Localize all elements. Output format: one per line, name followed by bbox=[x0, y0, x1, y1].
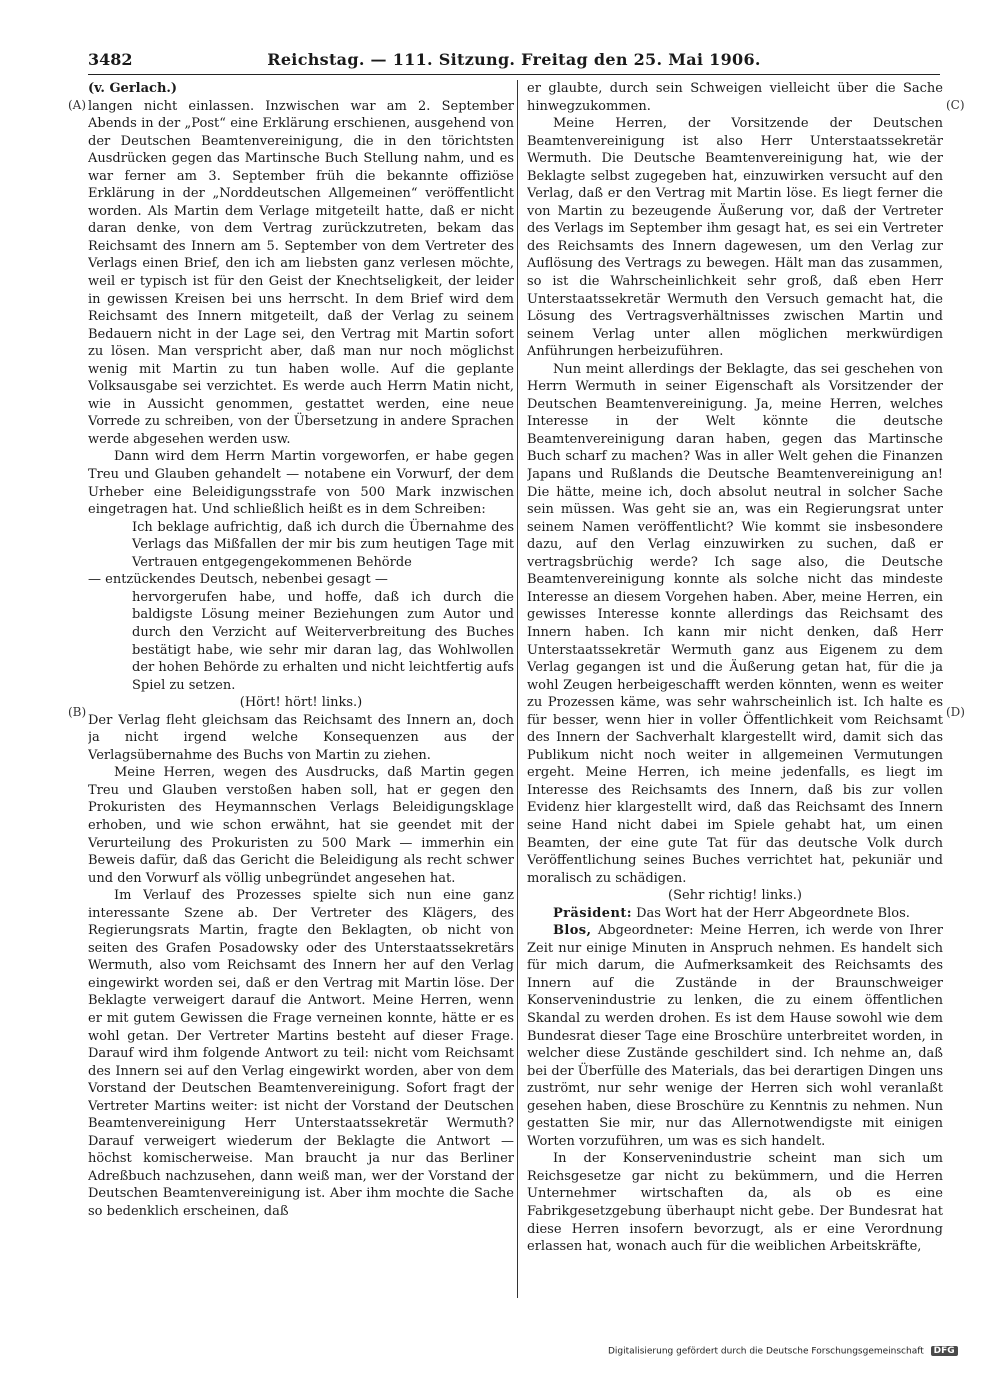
running-title: Reichstag. — 111. Sitzung. Freitag den 25. Mai 1906. bbox=[267, 50, 761, 69]
quotation: hervorgerufen habe, und hoffe, daß ich durch die baldigste Lösung meiner Beziehungen zum Autor und durch den Verzicht auf Weiterverbreitung des Buches bestätigt habe, wie sehr mir daran lag, das Wohlwollen der hohen Behörde zu erhalten und nicht leichtfertig aufs Spiel zu setzen. bbox=[132, 589, 514, 693]
header-rule bbox=[88, 74, 940, 75]
paragraph: Dann wird dem Herrn Martin vorgeworfen, er habe gegen Treu und Glauben gehandelt — notabene ein Vorwurf, der dem Urheber eine Beleidigungsstrafe von 500 Mark inzwischen eingetragen hat. Und schließlich heißt es in dem Schreiben: bbox=[88, 449, 514, 518]
paragraph: Meine Herren, der Vorsitzende der Deutschen Beamtenvereinigung ist also Herr Unterstaatssekretär Wermuth. Die Deutsche Beamtenvereinigung hat, wie der Beklagte selbst zugegeben hat, einzuwirken versucht auf den Verlag, daß er den Vertrag mit Martin löse. Es liegt ferner die von Martin zu bezeugende Äußerung vor, daß der Vertreter des Verlags im September ihm gesagt hat, es sei ein Vertreter des Reichsamts des Innern dagewesen, um den Verlag zur Auflösung des Vertrags zu bewegen. Hält man das zusammen, so ist die Wahrscheinlichkeit sehr groß, daß eben Herr Unterstaatssekretär Wermuth den Versuch gemacht hat, die Lösung des Vertragsverhältnisses zwischen Martin und seinem Verlag unter allen möglichen merkwürdigen Anführungen herbeizuführen. bbox=[527, 116, 943, 360]
paragraph: langen nicht einlassen. Inzwischen war am 2. September Abends in der „Post“ eine Erklärung erschienen, ausgehend von der Deutschen Beamtenvereinigung, die in den törichtsten Ausdrücken gegen das Martinsche Buch Stellung nahm, und es war ferner am 3. September früh die bekannte offiziöse Erklärung in der „Norddeutschen Allgemeinen“ veröffentlicht worden. Als Martin dem Verlage mitgeteilt hatte, daß er nicht daran denke, von dem Vertrag zurückzutreten, bekam das Reichsamt des Innern am 5. September von dem Vertreter des Verlags einen Brief, den ich am liebsten ganz verlesen möchte, weil er typisch ist für den Geist der Knechtseligkeit, der leider in gewissen Kreisen bei uns herrscht. In dem Brief wird dem Reichsamt des Innern mitgeteilt, daß der Verlag zu seinem Bedauern nicht in der Lage sei, den Vertrag mit Martin sofort zu lösen. Man verspricht aber, daß man nur noch möglichst wenig mit Martin zu tun haben wolle. Auf die geplante Volksausgabe sei verzichtet. Es werde auch Herrn Matin nicht, wie in Aussicht genommen, gestattet werden, eine neue Vorrede zu schreiben, von der Übersetzung in andere Sprachen werde abgesehen werden usw. bbox=[88, 98, 514, 447]
footer-text: Digitalisierung gefördert durch die Deutsche Forschungsgemeinschaft bbox=[608, 1346, 924, 1357]
blos-speech: Blos, Abgeordneter: Meine Herren, ich werde von Ihrer Zeit nur einige Minuten in Anspruch nehmen. Es handelt sich für mich darum, die Aufmerksamkeit des Reichsamts des Innern auf die Zustände in der Braunschweiger Konservenindustrie zu lenken, die zu einem öffentlichen Skandal zu werden drohen. Es ist dem Hause sowohl wie dem Bundesrat dieser Tage eine Broschüre unterbreitet worden, in welcher diese Zustände geschildert sind. Ich nehme an, daß bei der Überfülle des Materials, das bei derartigen Dingen uns zuströmt, nur sehr wenige der Herren sich wohl veranlaßt gesehen haben, diese Broschüre zu Kenntnis zu nehmen. Nun gestatten Sie mir, nur das Allernotwendigste mit einigen Worten vorzuführen, um was es sich handelt. bbox=[527, 923, 943, 1149]
right-column bbox=[527, 80, 943, 1310]
speaker-label: Präsident: bbox=[553, 905, 632, 921]
aside-remark: — entzückendes Deutsch, nebenbei gesagt — bbox=[88, 572, 388, 588]
page-number: 3482 bbox=[88, 50, 133, 69]
paragraph: Der Verlag fleht gleichsam das Reichsamt des Innern an, doch ja nicht irgend welche Konsequenzen aus der Verlagsübernahme des Buchs von Martin zu ziehen. bbox=[88, 712, 514, 763]
dfg-logo: DFG bbox=[931, 1346, 958, 1356]
interjection: (Sehr richtig! links.) bbox=[668, 888, 802, 904]
margin-mark-b: (B) bbox=[68, 705, 87, 719]
paragraph: In der Konservenindustrie scheint man sich um Reichsgesetze gar nicht zu bekümmern, und die Herren Unternehmer wirtschaften da, als ob es eine Fabrikgesetzgebung überhaupt nicht gebe. Der Bundesrat hat diese Herren insofern bevorzugt, als er eine Verordnung erlassen hat, wonach auch für die weiblichen Arbeitskräfte, bbox=[527, 1151, 943, 1255]
paragraph: Meine Herren, wegen des Ausdrucks, daß Martin gegen Treu und Glauben verstoßen haben soll, hat er gegen den Prokuristen des Heymannschen Verlags Beleidigungsklage erhoben, und wie schon erwähnt, hat sie geendet mit der Verurteilung des Prokuristen zu 500 Mark — immerhin ein Beweis dafür, daß das Gericht die Beleidigung als recht schwer und den Vorwurf als völlig unbegründet angesehen hat. bbox=[88, 765, 514, 886]
margin-mark-c: (C) bbox=[946, 98, 965, 112]
margin-mark-a: (A) bbox=[68, 98, 87, 112]
speaker-tag: (v. Gerlach.) bbox=[88, 81, 178, 96]
margin-mark-d: (D) bbox=[946, 705, 965, 719]
interjection: (Hört! hört! links.) bbox=[239, 695, 363, 711]
president-statement: Präsident: Das Wort hat der Herr Abgeordnete Blos. bbox=[553, 905, 910, 921]
paragraph: Im Verlauf des Prozesses spielte sich nun eine ganz interessante Szene ab. Der Vertreter des Klägers, des Regierungsrats Martin, fragte den Beklagten, ob nicht von seiten des Grafen Posadowsky oder des Unterstaatssekretärs Wermuth, also vom Reichsamt des Innern her auf den Verlag eingewirkt worden sei, daß er den Vertrag mit Martin löse. Der Beklagte verweigert darauf die Antwort. Meine Herren, wenn er mit gutem Gewissen die Frage verneinen konnte, hätte er es wohl getan. Der Vertreter Martins besteht auf dieser Frage. Darauf wird ihm folgende Antwort zu teil: nicht vom Reichsamt des Innern sei auf den Verlag eingewirkt worden, aber von dem Vorstand der Deutschen Beamtenvereinigung. Sofort fragt der Vertreter Martins weiter: ist nicht der Vorstand der Deutschen Beamtenvereinigung Herr Unterstaatssekretär Wermuth? Darauf verweigert wiederum der Beklagte die Antwort — höchst komischerweise. Man braucht ja nur das Berliner Adreßbuch nachzusehen, dann weiß man, wer der Vorstand der Deutschen Beamtenvereinigung ist. Aber ihm mochte die Sache so bedenklich erscheinen, daß bbox=[88, 888, 514, 1219]
paragraph: Nun meint allerdings der Beklagte, das sei geschehen von Herrn Wermuth in seiner Eigenschaft als Vorsitzender der Deutschen Beamtenvereinigung. Ja, meine Herren, welches Interesse in der Welt könnte die deutsche Beamtenvereinigung daran haben, gegen das Martinsche Buch scharf zu machen? Was in aller Welt gehen die Finanzen Japans und Rußlands die Deutsche Beamtenvereinigung an! Die hätte, meine ich, doch absolut neutral in solcher Sache sein müssen. Was geht sie an, was ein Regierungsrat unter seinem Namen veröffentlicht? Wie kommt sie insbesondere dazu, auf den Verlag einzuwirken zu suchen, daß er vertragsbrüchig werde? Ich sage also, die Deutsche Beamtenvereinigung konnte als solche nicht das mindeste Interesse an diesem Vorgehen haben. Aber, meine Herren, ein gewisses Interesse konnte allerdings das Reichsamt des Innern haben. Ich kann mir nicht denken, daß Herr Unterstaatssekretär Wermuth ganz aus Eigenem zu dem Verlag gegangen ist und die Äußerung getan hat, für die ja wohl Zeugen herbeigeschafft werden könnten, wenn es weiter zu Prozessen käme, was sehr wahrscheinlich ist. Ich halte es für besser, wenn hier in voller Öffentlichkeit vom Reichsamt des Innern der Sachverhalt klargestellt wird, damit sich das Publikum nicht noch weiter in allgemeinen Vermutungen ergeht. Meine Herren, ich meine jedenfalls, es liegt im Interesse des Reichsamts des Innern, daß bis zur vollen Evidenz hier klargestellt wird, daß das Reichsamt des Innern seine Hand nicht dabei im Spiele gehabt hat, um einen Beamten, der eine gute Tat für das deutsche Volk durch Veröffentlichung seines Buches verrichtet hat, pekuniär und moralisch zu schädigen. bbox=[527, 361, 943, 886]
quotation: Ich beklage aufrichtig, daß ich durch die Übernahme des Verlags das Mißfallen der mir bis zum heutigen Tage mit Vertrauen entgegengekommenen Behörde bbox=[132, 519, 514, 570]
speaker-label: Blos, bbox=[553, 923, 592, 939]
column-divider bbox=[517, 80, 518, 1298]
footer-credit bbox=[608, 1346, 978, 1362]
page-header bbox=[88, 50, 940, 72]
paragraph: er glaubte, durch sein Schweigen vielleicht über die Sache hinwegzukommen. bbox=[527, 81, 943, 114]
left-column bbox=[88, 80, 514, 1310]
